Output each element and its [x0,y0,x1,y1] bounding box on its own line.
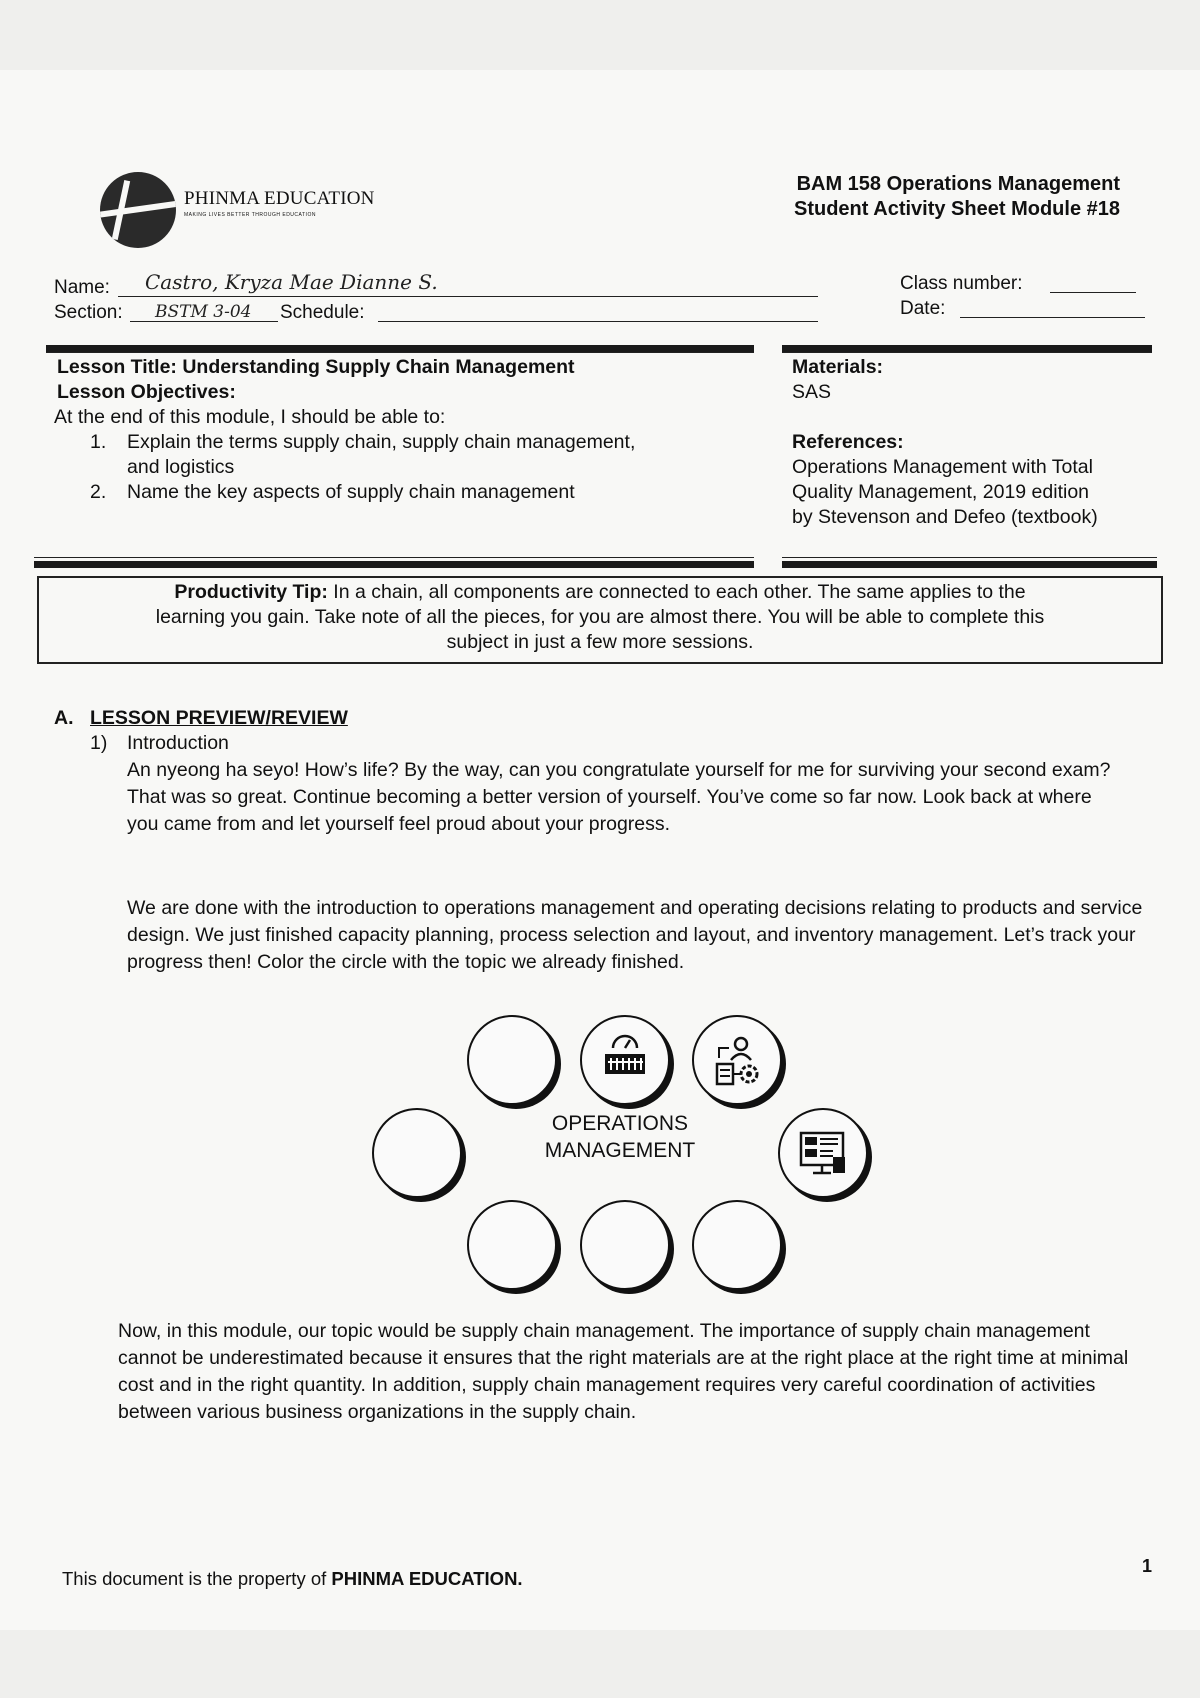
date-label: Date: [900,298,946,319]
phinma-logo-icon [100,172,176,248]
lesson-objectives-label: Lesson Objectives: [57,381,236,403]
footer: This document is the property of PHINMA EDUCATION. [62,1568,523,1589]
date-line[interactable] [960,317,1145,318]
topic-circle-process[interactable] [692,1015,782,1105]
name-value[interactable]: Castro, Kryza Mae Dianne S. [145,270,438,294]
objective-1-line2: and logistics [127,456,235,478]
section-letter: A. [54,707,74,729]
tip-label: Productivity Tip: [174,581,328,603]
lesson-block [57,355,575,405]
schedule-line[interactable] [378,321,818,322]
diagram-center-label [520,1110,720,1164]
rule-top-right [782,345,1152,352]
rule-bottom-left-thin [34,557,754,558]
materials-label: Materials: [792,356,884,378]
intro-paragraph-1: An nyeong ha seyo! How’s life? By the way, can you congratulate yourself for me for surviving your second exam? That was so great. Continue becoming a better version of yourself. You’ve come so far now. Look back at where you came from and let yourself feel proud about your progress. [127,759,1111,835]
references-label: References: [792,431,904,453]
course-title: BAM 158 Operations Management [796,173,1120,195]
rule-bottom-right [782,561,1157,568]
diagram-label-line-2: MANAGEMENT [544,1139,696,1162]
tip-line-2: learning you gain. Take note of all the pieces, for you are almost there. You will be able to complete this [155,606,1045,628]
intro-paragraph-2: We are done with the introduction to operations management and operating decisions relating to products and service design. We just finished capacity planning, process selection and layout, and inventory management. Let’s track your progress then! Color the circle with the topic we already finished. [127,897,1143,973]
topic-circle-capacity[interactable] [580,1015,670,1105]
footer-brand: PHINMA EDUCATION. [331,1568,523,1589]
rule-bottom-right-thin [782,557,1157,558]
capacity-planning-icon [595,1030,655,1090]
rule-bottom-left [34,561,754,568]
productivity-tip [50,580,1150,655]
rule-top-left [46,345,754,352]
materials-value: SAS [792,381,832,403]
topic-circle-empty[interactable] [580,1200,670,1290]
topic-circle-empty[interactable] [692,1200,782,1290]
schedule-label: Schedule: [280,302,365,323]
page-number: 1 [1142,1556,1153,1576]
process-selection-icon [707,1030,767,1090]
name-line [118,296,818,297]
logo-tagline: MAKING LIVES BETTER THROUGH EDUCATION [184,212,316,218]
diagram-label-line-1: OPERATIONS [551,1112,689,1135]
objective-2-line1: Name the key aspects of supply chain management [127,481,575,503]
objectives-intro: At the end of this module, I should be able to: [54,406,446,428]
subsection-heading: Introduction [127,732,229,754]
section-label: Section: [54,302,123,323]
inventory-management-icon [793,1123,853,1183]
reference-line-1: Operations Management with Total [792,456,1093,478]
objective-1-num: 1. [90,431,107,453]
tip-line-1: Productivity Tip: In a chain, all components are connected to each other. The same applies to the [174,581,1026,603]
rule-top-right-thin [782,352,1152,353]
tip-line-3: subject in just a few more sessions. [446,631,754,653]
topic-circle-empty[interactable] [467,1200,557,1290]
section-heading: LESSON PREVIEW/REVIEW [90,707,348,729]
topic-circle-empty[interactable] [372,1108,462,1198]
objective-1-line1: Explain the terms supply chain, supply chain management, [127,431,636,453]
reference-line-3: by Stevenson and Defeo (textbook) [792,506,1098,528]
objective-2-num: 2. [90,481,107,503]
class-number-line[interactable] [1050,292,1136,293]
section-value[interactable]: BSTM 3-04 [155,302,252,322]
topic-circle-empty[interactable] [467,1015,557,1105]
intro-paragraph-3: Now, in this module, our topic would be supply chain management. The importance of supply chain management cannot be underestimated because it ensures that the right materials are at the right place at the right time at minimal cost and in the right quantity. In addition, supply chain management requires very careful coordination of activities between various business organizations in the supply chain. [118,1320,1129,1423]
class-number-label: Class number: [900,273,1023,294]
logo-name: PHINMA EDUCATION [184,188,375,209]
header-titles [760,172,1120,222]
name-label: Name: [54,277,110,298]
lesson-title: Lesson Title: Understanding Supply Chain Management [57,356,575,378]
subsection-num: 1) [90,732,108,754]
sheet-title: Student Activity Sheet Module #18 [794,198,1120,220]
rule-top-left-thin [46,352,754,353]
reference-line-2: Quality Management, 2019 edition [792,481,1090,503]
topic-circle-inventory[interactable] [778,1108,868,1198]
